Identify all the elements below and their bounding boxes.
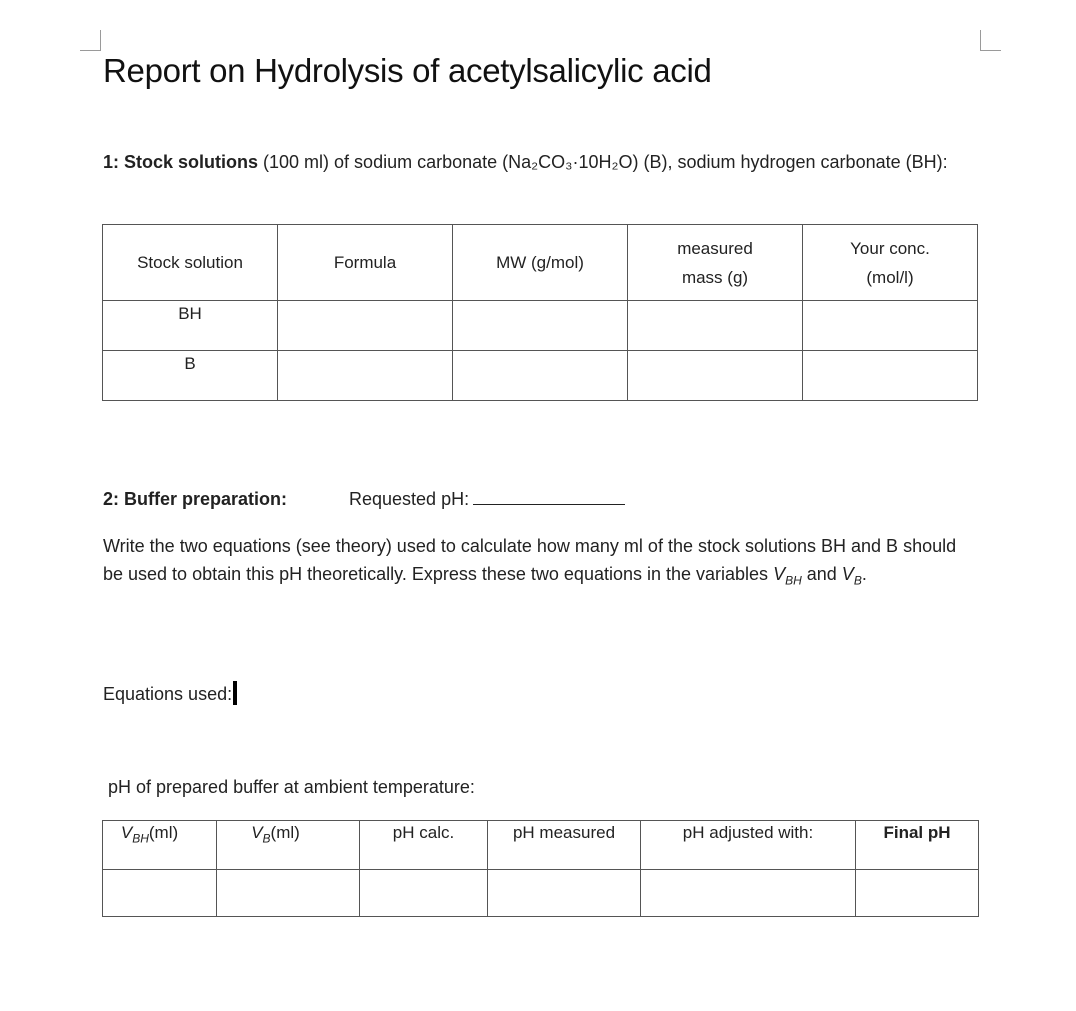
requested-ph	[349, 485, 625, 513]
header-formula: Formula	[278, 225, 453, 301]
header-vbh: $V_{BH}(ml)$	[103, 821, 217, 870]
cell-input[interactable]	[453, 351, 628, 401]
table-header-row	[103, 821, 979, 870]
section2-instructions: Write the two equations (see theory) used to calculate how many ml of the stock solutions BH and B should be used to obtain this pH theoretically. Express these two equations in the variables $V_{BH}$ and $V_B$.	[103, 536, 957, 588]
text-cursor	[233, 681, 237, 705]
page-title: Report on Hydrolysis of acetylsalicylic acid	[103, 52, 712, 89]
cell-input[interactable]	[278, 351, 453, 401]
header-mw: MW (g/mol)	[453, 225, 628, 301]
section1-text: (100 ml) of sodium carbonate (Na₂CO₃·10H₂O) (B), sodium hydrogen carbonate (BH):	[258, 152, 948, 172]
row-label-bh: BH	[103, 301, 278, 351]
table-row	[103, 301, 978, 351]
equations-used-label: Equations used:	[103, 684, 233, 704]
requested-ph-label: Requested pH:	[349, 489, 470, 509]
buffer-ph-label: pH of prepared buffer at ambient temperature:	[108, 777, 475, 797]
header-measured-mass: measured mass (g)	[628, 225, 803, 301]
table-row	[103, 351, 978, 401]
row-label-b: B	[103, 351, 278, 401]
header-vb: $V_B(ml)$	[217, 821, 360, 870]
section2-heading: 2: Buffer preparation:	[103, 489, 288, 509]
cell-input[interactable]	[641, 870, 856, 917]
section1-heading: 1: Stock solutions	[103, 152, 259, 172]
buffer-table	[102, 820, 979, 917]
cell-input[interactable]	[803, 301, 978, 351]
var-vbh: $V_{BH}$	[773, 564, 802, 588]
cell-input[interactable]	[856, 870, 979, 917]
page-corner-mark-top-right	[980, 30, 1001, 51]
header-ph-calc: pH calc.	[360, 821, 488, 870]
cell-input[interactable]	[628, 301, 803, 351]
table-row	[103, 870, 979, 917]
cell-input[interactable]	[488, 870, 641, 917]
cell-input[interactable]	[103, 870, 217, 917]
cell-input[interactable]	[803, 351, 978, 401]
header-your-conc: Your conc. (mol/l)	[803, 225, 978, 301]
header-ph-measured: pH measured	[488, 821, 641, 870]
header-final-ph: Final pH	[856, 821, 979, 870]
var-vb: $V_B$	[841, 564, 862, 588]
table-header-row	[103, 225, 978, 301]
requested-ph-blank[interactable]	[473, 486, 625, 505]
stock-solution-table	[102, 224, 978, 401]
cell-input[interactable]	[278, 301, 453, 351]
cell-input[interactable]	[628, 351, 803, 401]
page-corner-mark-top-left	[80, 30, 101, 51]
cell-input[interactable]	[217, 870, 360, 917]
cell-input[interactable]	[360, 870, 488, 917]
header-ph-adjusted: pH adjusted with:	[641, 821, 856, 870]
equations-used[interactable]	[103, 680, 237, 708]
cell-input[interactable]	[453, 301, 628, 351]
section1-intro	[103, 148, 983, 176]
header-stock-solution: Stock solution	[103, 225, 278, 301]
